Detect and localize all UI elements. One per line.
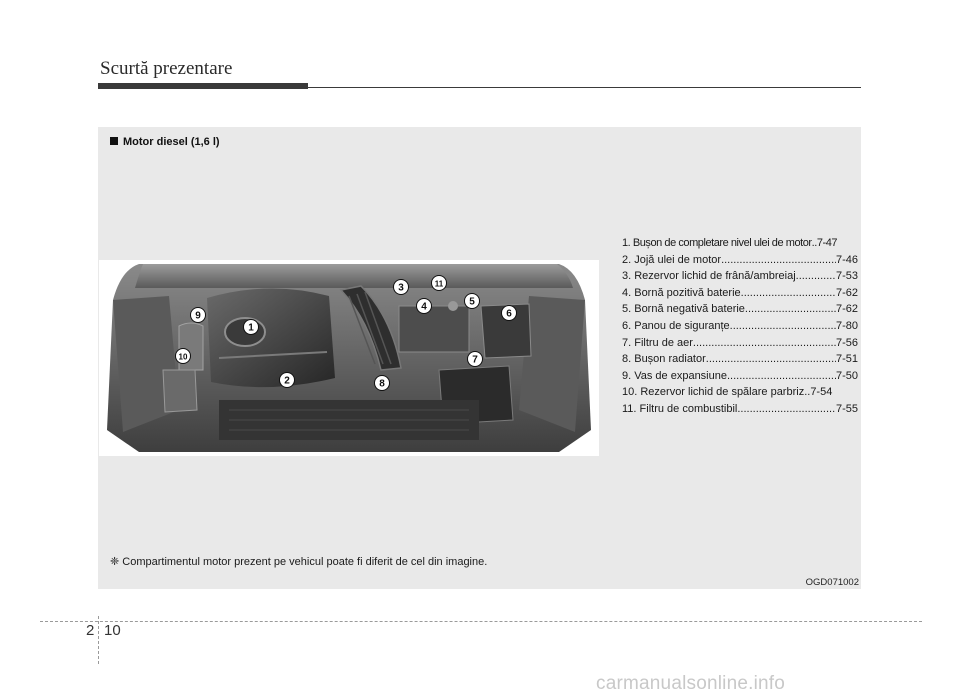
title-rule-thick <box>98 83 308 89</box>
svg-text:4: 4 <box>421 301 427 313</box>
engine-photo <box>99 260 599 456</box>
title-rule-thin <box>308 87 861 88</box>
legend-item: 3. Rezervor lichid de frână/ambreiaj ..... 7-53 <box>622 268 858 285</box>
legend-item: 9. Vas de expansiune ..... 7-50 <box>622 368 858 385</box>
svg-text:1: 1 <box>248 322 254 334</box>
callout-1 <box>244 320 259 335</box>
page-title: Scurtă prezentare <box>100 58 233 79</box>
callout-9 <box>191 308 206 323</box>
page-number-divider <box>98 616 99 664</box>
svg-text:7: 7 <box>472 354 478 366</box>
figure-heading-text: Motor diesel (1,6 l) <box>123 136 220 148</box>
legend-item: 8. Bușon radiator ..... 7-51 <box>622 351 858 368</box>
figure-panel <box>98 127 861 589</box>
callout-5 <box>465 294 480 309</box>
parts-legend <box>622 235 858 418</box>
disclaimer-note: ❈ Compartimentul motor prezent pe vehicul poate fi diferit de cel din imagine. <box>110 556 488 568</box>
watermark: carmanualsonline.info <box>596 673 786 694</box>
svg-text:5: 5 <box>469 296 475 308</box>
svg-text:3: 3 <box>398 282 404 294</box>
legend-item: 4. Bornă pozitivă baterie ..... 7-62 <box>622 285 858 302</box>
chapter-number: 2 <box>86 622 95 639</box>
svg-text:8: 8 <box>379 378 385 390</box>
legend-item: 11. Filtru de combustibil ..... 7-55 <box>622 401 858 418</box>
callout-2 <box>280 373 295 388</box>
svg-text:11: 11 <box>434 279 444 289</box>
callout-3 <box>394 280 409 295</box>
legend-item: 1. Bușon de completare nivel ulei de motor ..7-47 <box>622 237 838 249</box>
callout-7 <box>468 352 483 367</box>
engine-illustration <box>99 260 599 456</box>
legend-item: 10. Rezervor lichid de spălare parbriz ..7-54 <box>622 386 833 399</box>
footer-divider <box>40 621 922 622</box>
legend-item: 5. Bornă negativă baterie ..... 7-62 <box>622 301 858 318</box>
figure-code: OGD071002 <box>805 577 859 588</box>
svg-text:2: 2 <box>284 375 290 387</box>
figure-heading <box>110 136 220 148</box>
legend-item: 2. Jojă ulei de motor ..... 7-46 <box>622 252 858 269</box>
svg-text:10: 10 <box>178 352 188 362</box>
square-bullet-icon <box>110 137 118 145</box>
callout-8 <box>375 376 390 391</box>
legend-item: 6. Panou de siguranțe ..... 7-80 <box>622 318 858 335</box>
callout-11 <box>432 276 447 291</box>
callout-4 <box>417 299 432 314</box>
legend-item: 7. Filtru de aer ..... 7-56 <box>622 335 858 352</box>
callout-6 <box>502 306 517 321</box>
svg-text:6: 6 <box>506 308 512 320</box>
page-number: 10 <box>104 622 121 639</box>
svg-text:9: 9 <box>195 310 201 322</box>
callout-10 <box>176 349 191 364</box>
